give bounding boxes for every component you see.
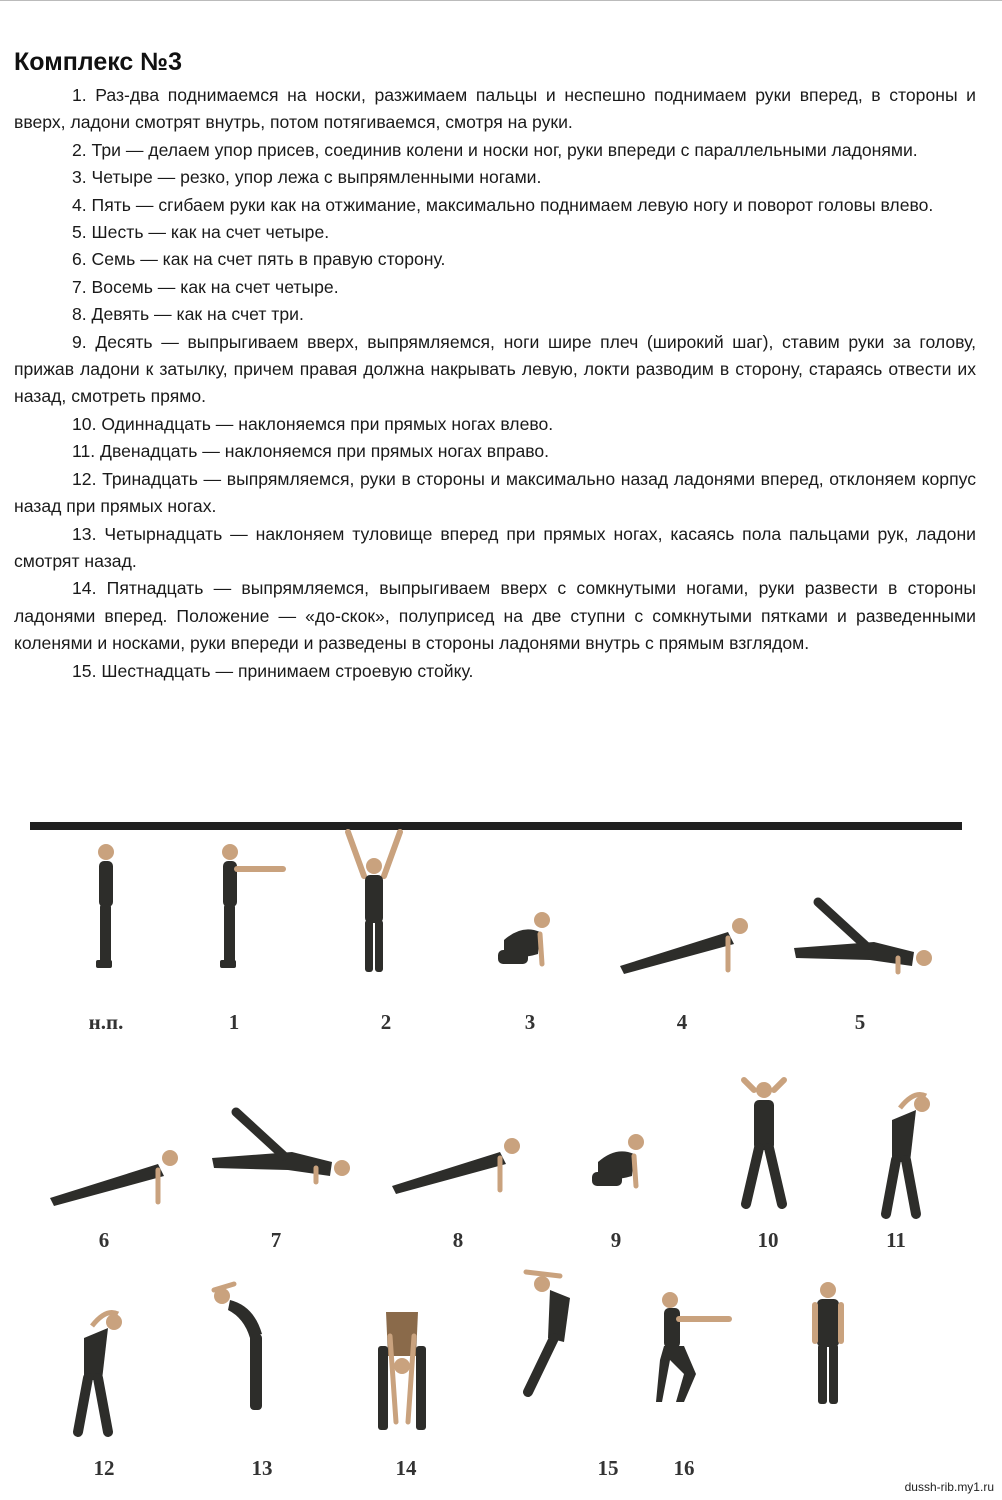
exercise-figure <box>86 842 136 992</box>
instruction-paragraph: 4. Пять — сгибаем руки как на отжимание, максимально поднимаем левую ногу и поворот головы влево. <box>72 194 934 215</box>
instruction-paragraph: 1. Раз-два поднимаемся на носки, разжимаем пальцы и неспешно поднимаем руки вперед, в стороны и вверх, ладони смотрят внутрь, потом потягиваемся, смотря на руки. <box>14 85 976 133</box>
instruction-paragraph: 3. Четыре — резко, упор лежа с выпрямленными ногами. <box>72 167 542 188</box>
instruction-paragraph: 11. Двенадцать — наклоняемся при прямых ногах вправо. <box>72 441 550 462</box>
figure-number-label: 14 <box>395 1456 417 1480</box>
figure-number-label: 11 <box>886 1228 906 1252</box>
exercise-figure <box>494 910 554 980</box>
instruction-paragraph: 8. Девять — как на счет три. <box>72 304 304 325</box>
instruction-paragraph: 12. Тринадцать — выпрямляемся, руки в стороны и максимально назад ладонями вперед, отклоняем корпус назад при прямых ногах. <box>14 468 976 517</box>
instruction-paragraph: 5. Шесть — как на счет четыре. <box>72 222 330 243</box>
figure-number-label: 6 <box>98 1228 110 1252</box>
figure-number-label: 10 <box>757 1228 779 1252</box>
exercise-figure <box>212 1110 362 1200</box>
site-watermark: dussh-rib.my1.ru <box>904 1480 994 1494</box>
exercise-figure <box>794 900 944 980</box>
figure-number-label: 16 <box>673 1456 695 1480</box>
exercise-figure <box>210 1278 280 1418</box>
exercise-figure <box>588 1132 648 1202</box>
figure-number-label: 5 <box>854 1010 866 1034</box>
instruction-paragraph: 13. Четырнадцать — наклоняем туловище вперед при прямых ногах, касаясь пола пальцами рук, ладони смотрят назад. <box>14 523 976 571</box>
top-divider <box>0 0 1002 1</box>
instruction-paragraph: 15. Шестнадцать — принимаем строевую стойку. <box>72 660 474 681</box>
illustration-top-rule <box>30 822 962 830</box>
exercise-figure <box>344 832 404 982</box>
figure-number-label: 9 <box>610 1228 622 1252</box>
figure-number-label: 3 <box>524 1010 536 1034</box>
figure-number-label: 1 <box>228 1010 240 1034</box>
exercise-figure <box>214 842 304 992</box>
figure-number-label: 4 <box>676 1010 688 1034</box>
instruction-paragraph: 6. Семь — как на счет пять в правую сторону. <box>72 249 446 270</box>
exercise-instructions <box>14 82 976 685</box>
figure-number-label: 12 <box>93 1456 115 1480</box>
exercise-figure <box>62 1298 132 1438</box>
instruction-paragraph: 9. Десять — выпрыгиваем вверх, выпрямляемся, ноги шире плеч (широкий шаг), ставим руки за голову, прижав ладони к затылку, причем правая должна накрывать левую, локти разводим в сторону, стараясь отвести их назад, смотреть прямо. <box>14 331 976 407</box>
figure-number-label: н.п. <box>88 1010 124 1034</box>
figure-number-label: 15 <box>597 1456 619 1480</box>
figure-number-label: 8 <box>452 1228 464 1252</box>
figure-number-label: 13 <box>251 1456 273 1480</box>
exercise-figure <box>372 1306 436 1436</box>
exercise-figure <box>520 1268 584 1398</box>
instruction-paragraph: 14. Пятнадцать — выпрямляемся, выпрыгиваем вверх с сомкнутыми ногами, руки развести в стороны ладонями вперед. Положение — «до-скок», полуприсед на две ступни с сомкнутыми пятками и разведенными коленями и носками, руки впереди и разведены в стороны ладонями внутрь с прямым взглядом. <box>14 578 976 654</box>
exercise-figure <box>870 1080 940 1210</box>
figure-number-label: 2 <box>380 1010 392 1034</box>
instruction-paragraph: 10. Одиннадцать — наклоняемся при прямых ногах влево. <box>72 413 554 434</box>
instruction-paragraph: 7. Восемь — как на счет четыре. <box>72 276 339 297</box>
exercise-figure <box>656 1290 736 1420</box>
exercise-figure <box>616 914 756 984</box>
exercise-figure <box>46 1146 186 1206</box>
exercise-figure <box>730 1076 800 1206</box>
instruction-paragraph: 2. Три — делаем упор присев, соединив колени и носки ног, руки впереди с параллельными ладонями. <box>72 139 918 160</box>
exercise-figure <box>804 1280 854 1420</box>
exercise-figure <box>388 1134 528 1204</box>
figure-number-label: 7 <box>270 1228 282 1252</box>
page-title: Комплекс №3 <box>14 48 183 76</box>
